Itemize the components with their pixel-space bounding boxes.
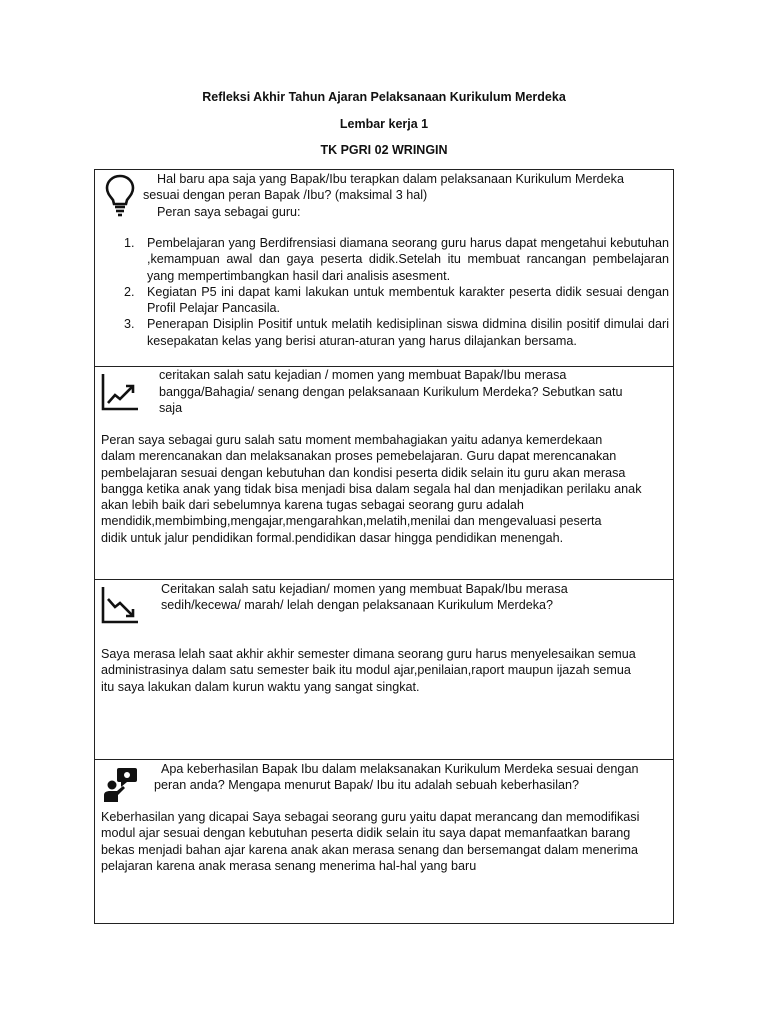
question-1-line-1: Hal baru apa saja yang Bapak/Ibu terapkan dalam pelaksanaan Kurikulum Merdeka (157, 172, 624, 186)
section-new-practices (94, 169, 674, 367)
worksheet-label: Lembar kerja 1 (339, 117, 429, 131)
question-2-line-2: bangga/Bahagia/ senang dengan pelaksanaan Kurikulum Merdeka? Sebutkan satu (159, 385, 623, 399)
answer-line: Keberhasilan yang dicapai Saya sebagai seorang guru yaitu dapat merancang dan memodifikasi (101, 810, 640, 824)
list-item: 3. Penerapan Disiplin Positif untuk melatih kedisiplinan siswa didmina disilin positif dimulai dari kesepakatan kelas yang berisi aturan-aturan yang harus dilajankan bersama. (124, 317, 669, 348)
question-4-line-1: Apa keberhasilan Bapak Ibu dalam melaksanakan Kurikulum Merdeka sesuai dengan (161, 762, 639, 776)
answer-line: itu saya lakukan dalam kurun waktu yang sangat singkat. (101, 679, 420, 694)
section-proud-moment (94, 366, 674, 580)
lightbulb-icon (104, 173, 136, 222)
answer-line: bekas menjadi bahan ajar karena anak akan merasa senang dan bersemangat dalam menerima (101, 842, 638, 857)
answer-line: bangga ketika anak yang tidak bisa menjadi bisa dalam segala hal dan menjadikan perilaku anak (101, 481, 642, 496)
practices-list (119, 235, 669, 349)
answer-3 (101, 646, 636, 695)
answer-4 (101, 809, 639, 874)
question-2-line-1: ceritakan salah satu kejadian / momen yang membuat Bapak/Ibu merasa (159, 368, 567, 382)
trend-down-chart-icon (100, 585, 140, 630)
question-3-line-2: sedih/kecewa/ marah/ lelah dengan pelaksanaan Kurikulum Merdeka? (161, 598, 554, 612)
trend-up-chart-icon (100, 372, 140, 417)
answer-line: Peran saya sebagai guru salah satu moment membahagiakan yaitu adanya kemerdekaan (101, 433, 603, 447)
answer-line: dalam merencanakan dan melaksanakan proses pemebelajaran. Guru dapat merencanakan (101, 449, 617, 464)
question-1-line-3: Peran saya sebagai guru: (157, 205, 301, 219)
list-item: 1. Pembelajaran yang Berdifrensiasi diamana seorang guru harus dapat mengetahui kebutuhan ,kemampuan awal dan gaya peserta didik.Setelah itu membuat rancangan pembelajaran yang mempertimbangkan hasil dari analisis asesment. (124, 236, 669, 283)
answer-2 (101, 432, 642, 546)
school-name: TK PGRI 02 WRINGIN (320, 143, 448, 157)
answer-line: mendidik,membimbing,mengajar,mengarahkan,melatih,menilai dan mengevaluasi peserta (101, 514, 602, 529)
document-title: Refleksi Akhir Tahun Ajaran Pelaksanaan Kurikulum Merdeka (202, 90, 566, 104)
answer-line: administrasinya dalam satu semester baik itu modul ajar,penilaian,raport maupun ijazah semua (101, 663, 631, 678)
section-success (94, 759, 674, 924)
question-2-line-3: saja (159, 401, 183, 415)
answer-line: modul ajar sesuai dengan kebutuhan peserta didik selain itu saya dapat memanfaatkan barang (101, 826, 631, 841)
answer-line: Saya merasa lelah saat akhir akhir semester dimana seorang guru harus menyelesaikan semua (101, 647, 636, 661)
answer-line: akan lebih baik dari sebelumnya karena tugas sebagai seorang guru adalah (101, 498, 524, 513)
question-1-line-2: sesuai dengan peran Bapak /Ibu? (maksimal 3 hal) (143, 188, 428, 202)
question-3-line-1: Ceritakan salah satu kejadian/ momen yang membuat Bapak/Ibu merasa (161, 582, 568, 596)
list-item: 2. Kegiatan P5 ini dapat kami lakukan untuk membentuk karakter peserta didik sesuai dengan Profil Pelajar Pancasila. (124, 284, 669, 316)
answer-line: pembelajaran sesuai dengan kebutuhan dan kondisi peserta didik selain itu guru akan merasa (101, 465, 626, 480)
answer-line: pelajaran karena anak merasa senang menerima hal-hal yang baru (101, 858, 477, 873)
presenter-speech-icon (103, 767, 139, 808)
question-4-line-2: peran anda? Mengapa menurut Bapak/ Ibu itu adalah sebuah keberhasilan? (154, 778, 580, 792)
section-tired-moment (94, 579, 674, 760)
answer-line: didik untuk jalur pendidikan formal.pendidikan dasar hingga pendidikan menengah. (101, 530, 564, 545)
